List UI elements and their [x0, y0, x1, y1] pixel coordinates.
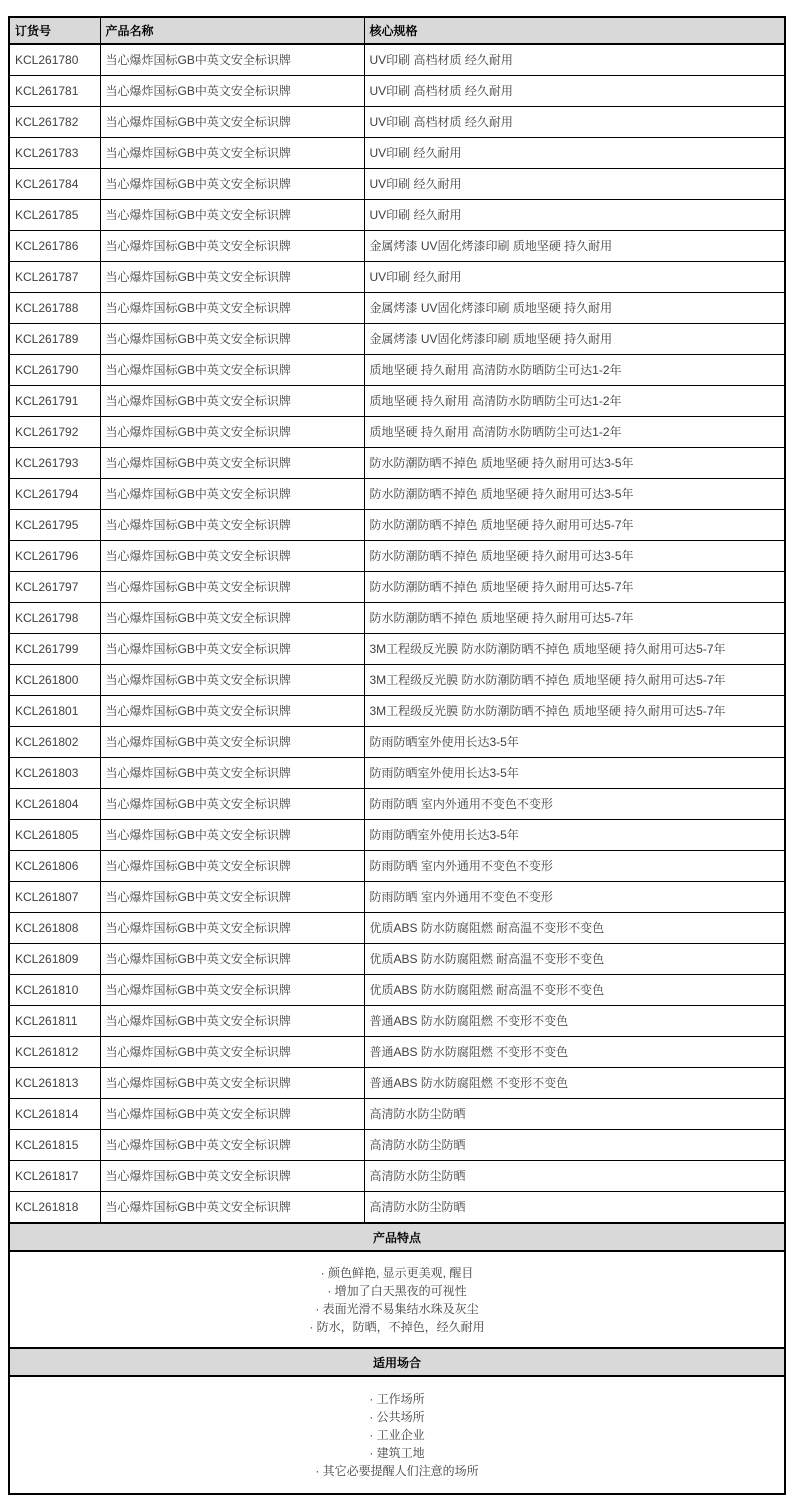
- table-row: [10, 912, 784, 943]
- core-spec-cell: UV印刷 高档材质 经久耐用: [364, 75, 784, 106]
- table-row: [10, 230, 784, 261]
- occasions-section-header: [10, 1347, 784, 1377]
- product-name-cell: 当心爆炸国标GB中英文安全标识牌: [100, 602, 364, 633]
- table-row: [10, 819, 784, 850]
- product-name-cell: 当心爆炸国标GB中英文安全标识牌: [100, 261, 364, 292]
- table-header-row: [10, 18, 784, 44]
- core-spec-cell: 防水防潮防晒不掉色 质地坚硬 持久耐用可达3-5年: [364, 478, 784, 509]
- product-name-cell: 当心爆炸国标GB中英文安全标识牌: [100, 757, 364, 788]
- product-name-cell: 当心爆炸国标GB中英文安全标识牌: [100, 1036, 364, 1067]
- features-section-header: [10, 1222, 784, 1252]
- table-row: [10, 261, 784, 292]
- core-spec-cell: 金属烤漆 UV固化烤漆印刷 质地坚硬 持久耐用: [364, 292, 784, 323]
- features-section-title: 产品特点: [372, 1230, 421, 1245]
- product-name-cell: 当心爆炸国标GB中英文安全标识牌: [100, 540, 364, 571]
- product-name-cell: 当心爆炸国标GB中英文安全标识牌: [100, 44, 364, 75]
- core-spec-cell: 防雨防晒 室内外通用不变色不变形: [364, 788, 784, 819]
- table-row: [10, 137, 784, 168]
- product-name-cell: 当心爆炸国标GB中英文安全标识牌: [100, 447, 364, 478]
- core-spec-cell: 普通ABS 防水防腐阻燃 不变形不变色: [364, 1005, 784, 1036]
- bullet-item: · 工业企业: [369, 1428, 425, 1442]
- table-row: [10, 447, 784, 478]
- core-spec-cell: 优质ABS 防水防腐阻燃 耐高温不变形不变色: [364, 943, 784, 974]
- table-row: [10, 943, 784, 974]
- table-row: [10, 1098, 784, 1129]
- product-name-cell: 当心爆炸国标GB中英文安全标识牌: [100, 292, 364, 323]
- header-order-number: 订货号: [10, 18, 100, 44]
- order-number-cell: KCL261801: [10, 695, 100, 726]
- product-name-cell: 当心爆炸国标GB中英文安全标识牌: [100, 695, 364, 726]
- bullet-item: · 其它必要提醒人们注意的场所: [315, 1464, 479, 1478]
- table-row: [10, 695, 784, 726]
- table-row: [10, 292, 784, 323]
- product-name-cell: 当心爆炸国标GB中英文安全标识牌: [100, 509, 364, 540]
- order-number-cell: KCL261803: [10, 757, 100, 788]
- header-product-name: 产品名称: [100, 18, 364, 44]
- order-number-cell: KCL261802: [10, 726, 100, 757]
- table-row: [10, 323, 784, 354]
- core-spec-cell: UV印刷 经久耐用: [364, 168, 784, 199]
- core-spec-cell: 防水防潮防晒不掉色 质地坚硬 持久耐用可达3-5年: [364, 540, 784, 571]
- core-spec-cell: 优质ABS 防水防腐阻燃 耐高温不变形不变色: [364, 974, 784, 1005]
- core-spec-cell: UV印刷 经久耐用: [364, 199, 784, 230]
- order-number-cell: KCL261814: [10, 1098, 100, 1129]
- order-number-cell: KCL261790: [10, 354, 100, 385]
- table-row: [10, 571, 784, 602]
- product-name-cell: 当心爆炸国标GB中英文安全标识牌: [100, 788, 364, 819]
- core-spec-cell: 防水防潮防晒不掉色 质地坚硬 持久耐用可达5-7年: [364, 571, 784, 602]
- product-name-cell: 当心爆炸国标GB中英文安全标识牌: [100, 478, 364, 509]
- core-spec-cell: UV印刷 高档材质 经久耐用: [364, 106, 784, 137]
- core-spec-cell: 防雨防晒室外使用长达3-5年: [364, 757, 784, 788]
- product-name-cell: 当心爆炸国标GB中英文安全标识牌: [100, 912, 364, 943]
- table-row: [10, 106, 784, 137]
- table-row: [10, 881, 784, 912]
- product-name-cell: 当心爆炸国标GB中英文安全标识牌: [100, 199, 364, 230]
- product-name-cell: 当心爆炸国标GB中英文安全标识牌: [100, 571, 364, 602]
- table-row: [10, 633, 784, 664]
- core-spec-cell: 3M工程级反光膜 防水防潮防晒不掉色 质地坚硬 持久耐用可达5-7年: [364, 695, 784, 726]
- product-name-cell: 当心爆炸国标GB中英文安全标识牌: [100, 75, 364, 106]
- bullet-item: · 公共场所: [369, 1410, 425, 1424]
- table-row: [10, 1160, 784, 1191]
- core-spec-cell: 高清防水防尘防晒: [369, 1200, 466, 1215]
- order-number-cell: KCL261798: [10, 602, 100, 633]
- order-number-cell: KCL261815: [10, 1129, 100, 1160]
- product-name-cell: 当心爆炸国标GB中英文安全标识牌: [100, 354, 364, 385]
- order-number-cell: KCL261789: [10, 323, 100, 354]
- product-name-cell: 当心爆炸国标GB中英文安全标识牌: [100, 881, 364, 912]
- product-name-cell: 当心爆炸国标GB中英文安全标识牌: [100, 974, 364, 1005]
- table-row: [10, 974, 784, 1005]
- order-number-cell: KCL261781: [10, 75, 100, 106]
- table-row: [10, 602, 784, 633]
- order-number-cell: KCL261793: [10, 447, 100, 478]
- core-spec-cell: 3M工程级反光膜 防水防潮防晒不掉色 质地坚硬 持久耐用可达5-7年: [364, 633, 784, 664]
- table-row: [10, 788, 784, 819]
- occasions-list: [10, 1377, 784, 1493]
- table-row: [10, 1191, 784, 1222]
- core-spec-cell: 高清防水防尘防晒: [364, 1129, 784, 1160]
- order-number-cell: KCL261809: [10, 943, 100, 974]
- order-number-cell: KCL261786: [10, 230, 100, 261]
- product-name-cell: 当心爆炸国标GB中英文安全标识牌: [100, 106, 364, 137]
- core-spec-cell: 普通ABS 防水防腐阻燃 不变形不变色: [364, 1067, 784, 1098]
- header-core-spec: 核心规格: [364, 18, 784, 44]
- order-number-cell: KCL261817: [10, 1160, 100, 1191]
- order-number-cell: KCL261806: [10, 850, 100, 881]
- order-number-cell: KCL261780: [10, 44, 100, 75]
- features-list: [10, 1252, 784, 1347]
- order-number-cell: KCL261812: [10, 1036, 100, 1067]
- product-name-cell: 当心爆炸国标GB中英文安全标识牌: [100, 1191, 364, 1222]
- bullet-item: · 工作场所: [369, 1392, 425, 1406]
- product-name-cell: 当心爆炸国标GB中英文安全标识牌: [100, 1098, 364, 1129]
- core-spec-cell: 防雨防晒 室内外通用不变色不变形: [364, 850, 784, 881]
- product-name-cell: 当心爆炸国标GB中英文安全标识牌: [100, 850, 364, 881]
- table-row: [10, 664, 784, 695]
- order-number-cell: KCL261811: [10, 1005, 100, 1036]
- table-row: [10, 354, 784, 385]
- product-name-cell: 当心爆炸国标GB中英文安全标识牌: [100, 230, 364, 261]
- table-body: [10, 44, 784, 1222]
- bullet-item: · 增加了白天黑夜的可视性: [327, 1283, 467, 1298]
- product-name-cell: 当心爆炸国标GB中英文安全标识牌: [100, 385, 364, 416]
- core-spec-cell: 金属烤漆 UV固化烤漆印刷 质地坚硬 持久耐用: [364, 230, 784, 261]
- core-spec-cell: UV印刷 经久耐用: [364, 261, 784, 292]
- table-row: [10, 850, 784, 881]
- core-spec-cell: 防水防潮防晒不掉色 质地坚硬 持久耐用可达3-5年: [364, 447, 784, 478]
- table-row: [10, 509, 784, 540]
- core-spec-cell: 优质ABS 防水防腐阻燃 耐高温不变形不变色: [364, 912, 784, 943]
- table-row: [10, 1036, 784, 1067]
- core-spec-cell: 防雨防晒 室内外通用不变色不变形: [364, 881, 784, 912]
- product-name-cell: 当心爆炸国标GB中英文安全标识牌: [100, 819, 364, 850]
- order-number-cell: KCL261813: [10, 1067, 100, 1098]
- product-name-cell: 当心爆炸国标GB中英文安全标识牌: [100, 943, 364, 974]
- core-spec-cell: 金属烤漆 UV固化烤漆印刷 质地坚硬 持久耐用: [364, 323, 784, 354]
- table-row: [10, 726, 784, 757]
- product-name-cell: 当心爆炸国标GB中英文安全标识牌: [100, 1129, 364, 1160]
- order-number-cell: KCL261784: [10, 168, 100, 199]
- core-spec-cell: 防雨防晒室外使用长达3-5年: [364, 819, 784, 850]
- core-spec-cell: UV印刷 经久耐用: [364, 137, 784, 168]
- table-row: [10, 416, 784, 447]
- order-number-cell: KCL261804: [10, 788, 100, 819]
- table-row: [10, 385, 784, 416]
- core-spec-cell: 质地坚硬 持久耐用 高清防水防晒防尘可达1-2年: [364, 385, 784, 416]
- table-row: [10, 478, 784, 509]
- core-spec-cell: UV印刷 高档材质 经久耐用: [364, 44, 784, 75]
- table-row: [10, 168, 784, 199]
- table-row: [10, 75, 784, 106]
- product-name-cell: 当心爆炸国标GB中英文安全标识牌: [100, 1005, 364, 1036]
- product-name-cell: 当心爆炸国标GB中英文安全标识牌: [100, 323, 364, 354]
- product-name-cell: 当心爆炸国标GB中英文安全标识牌: [100, 1160, 364, 1191]
- order-number-cell: KCL261787: [10, 261, 100, 292]
- product-spec-sheet: [8, 16, 786, 1495]
- product-name-cell: 当心爆炸国标GB中英文安全标识牌: [100, 168, 364, 199]
- product-name-cell: 当心爆炸国标GB中英文安全标识牌: [100, 633, 364, 664]
- order-number-cell: KCL261807: [10, 881, 100, 912]
- core-spec-cell: 高清防水防尘防晒: [364, 1160, 784, 1191]
- core-spec-cell: 普通ABS 防水防腐阻燃 不变形不变色: [364, 1036, 784, 1067]
- order-number-cell: KCL261788: [10, 292, 100, 323]
- order-number-cell: KCL261799: [10, 633, 100, 664]
- table-row: [10, 1005, 784, 1036]
- table-row: [10, 540, 784, 571]
- product-name-cell: 当心爆炸国标GB中英文安全标识牌: [100, 726, 364, 757]
- bullet-item: · 颜色鲜艳, 显示更美观, 醒目: [320, 1265, 474, 1280]
- order-number-cell: KCL261810: [10, 974, 100, 1005]
- order-number-cell: KCL261800: [10, 664, 100, 695]
- order-number-cell: KCL261783: [10, 137, 100, 168]
- table-row: [10, 199, 784, 230]
- order-number-cell: KCL261797: [10, 571, 100, 602]
- product-name-cell: 当心爆炸国标GB中英文安全标识牌: [100, 664, 364, 695]
- core-spec-cell: 质地坚硬 持久耐用 高清防水防晒防尘可达1-2年: [364, 416, 784, 447]
- product-name-cell: 当心爆炸国标GB中英文安全标识牌: [100, 137, 364, 168]
- product-name-cell: 当心爆炸国标GB中英文安全标识牌: [100, 416, 364, 447]
- bullet-item: · 建筑工地: [369, 1446, 425, 1460]
- core-spec-cell: 防水防潮防晒不掉色 质地坚硬 持久耐用可达5-7年: [364, 602, 784, 633]
- product-name-cell: 当心爆炸国标GB中英文安全标识牌: [100, 1067, 364, 1098]
- order-number-cell: KCL261808: [10, 912, 100, 943]
- order-number-cell: KCL261792: [10, 416, 100, 447]
- order-number-cell: KCL261796: [10, 540, 100, 571]
- bullet-item: · 表面光滑不易集结水珠及灰尘: [315, 1301, 479, 1316]
- order-number-cell: KCL261785: [10, 199, 100, 230]
- order-number-cell: KCL261791: [10, 385, 100, 416]
- table-row: [10, 1067, 784, 1098]
- core-spec-cell: 防水防潮防晒不掉色 质地坚硬 持久耐用可达5-7年: [364, 509, 784, 540]
- bullet-item: · 防水，防晒，不掉色，经久耐用: [309, 1319, 485, 1334]
- core-spec-cell: 防雨防晒室外使用长达3-5年: [364, 726, 784, 757]
- order-number-cell: KCL261794: [10, 478, 100, 509]
- table-row: [10, 1129, 784, 1160]
- core-spec-cell: 高清防水防尘防晒: [364, 1098, 784, 1129]
- table-row: [10, 757, 784, 788]
- core-spec-cell: 3M工程级反光膜 防水防潮防晒不掉色 质地坚硬 持久耐用可达5-7年: [364, 664, 784, 695]
- product-spec-table: [10, 18, 784, 1222]
- order-number-cell: KCL261805: [10, 819, 100, 850]
- occasions-section-title: 适用场合: [372, 1355, 421, 1370]
- order-number-cell: KCL261795: [10, 509, 100, 540]
- order-number-cell: KCL261782: [10, 106, 100, 137]
- core-spec-cell: 质地坚硬 持久耐用 高清防水防晒防尘可达1-2年: [364, 354, 784, 385]
- table-row: [10, 44, 784, 75]
- order-number-cell: KCL261818: [10, 1191, 100, 1222]
